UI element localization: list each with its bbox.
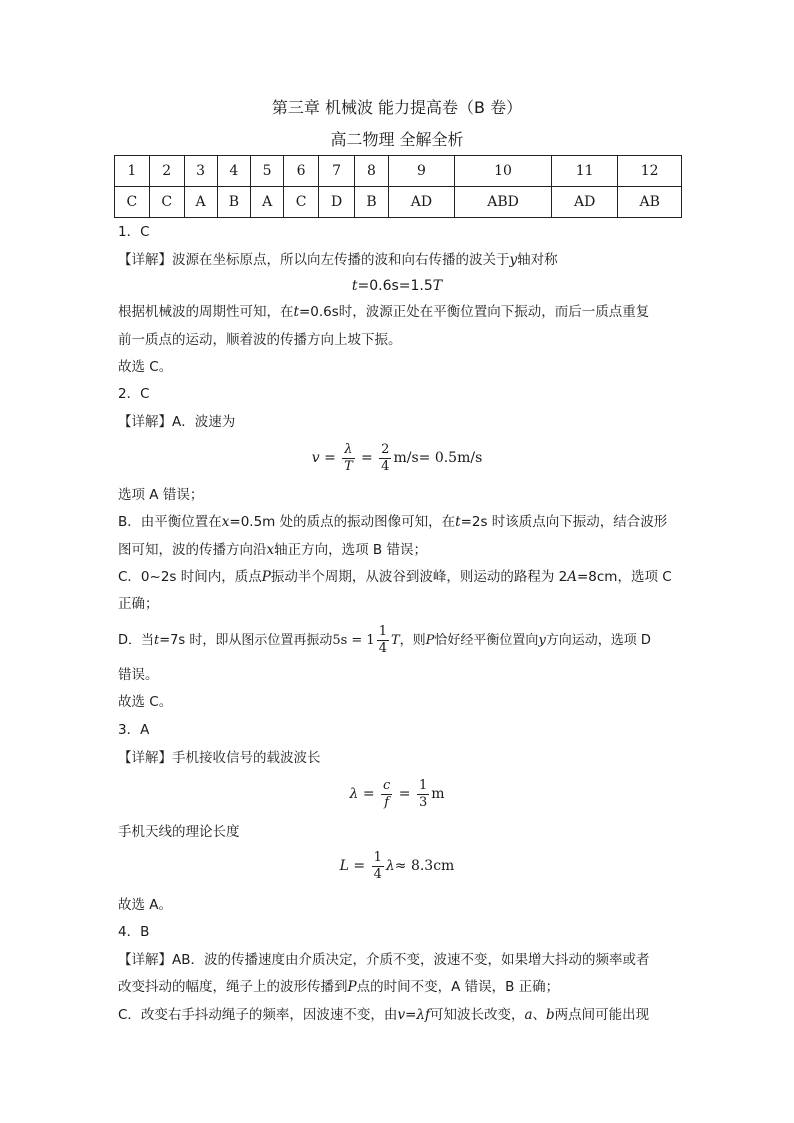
q1-conclusion: 故选 C。 — [118, 359, 173, 375]
q4-heading: 4．B — [118, 924, 150, 940]
q2-option-b-line-1: B．由平衡位置在x=0.5m 处的质点的振动图像可知，在t=2s 时该质点向下振动，结合波形 — [118, 514, 668, 530]
question-number-cell: 6 — [284, 156, 319, 187]
answer-table-answer-row — [115, 187, 682, 218]
answer-cell: AD — [551, 187, 617, 218]
q1-explanation-line-3: 前一质点的运动，顺着波的传播方向上坡下振。 — [118, 332, 402, 348]
fraction: $\frac{2}{4}$ — [381, 441, 390, 474]
q4-explanation-line-2: 改变抖动的幅度，绳子上的波形传播到P点的时间不变，A 错误，B 正确； — [118, 979, 560, 995]
q2-option-d-line-2: 错误。 — [118, 667, 159, 683]
q1-heading: 1．C — [118, 224, 150, 240]
detail-tag: 【详解】 — [118, 252, 172, 268]
q3-conclusion: 故选 A。 — [118, 897, 173, 913]
q2-explanation-line-1: 【详解】A．波速为 — [118, 414, 236, 430]
q3-antenna-length-equation: L = $\frac{1}{4}$ λ≈ 8.3cm — [339, 849, 455, 882]
question-number-cell: 8 — [355, 156, 389, 187]
fraction: $\frac{1}{4}$ — [378, 624, 387, 656]
q4-explanation-line-3: C．改变右手抖动绳子的频率，因波速不变，由v=λf可知波长改变，a、b两点间可能出现 — [118, 1007, 650, 1023]
q1-explanation-line-2: 根据机械波的周期性可知，在t=0.6s时，波源正处在平衡位置向下振动，而后一质点重复 — [118, 304, 650, 320]
answer-cell: ABD — [455, 187, 552, 218]
answer-cell: A — [251, 187, 284, 218]
q2-option-c-line-2: 正确； — [118, 596, 159, 612]
question-number-cell: 5 — [251, 156, 284, 187]
q3-heading: 3．A — [118, 722, 150, 738]
answer-cell: C — [115, 187, 150, 218]
detail-tag: 【详解】 — [118, 952, 172, 968]
answer-table-number-row — [115, 156, 682, 187]
fraction: $\frac{1}{4}$ — [373, 849, 382, 882]
answer-cell: D — [318, 187, 354, 218]
question-number-cell: 12 — [618, 156, 682, 187]
q2-option-a-result: 选项 A 错误； — [118, 487, 204, 503]
detail-tag: 【详解】 — [118, 750, 172, 766]
q2-option-d-line-1: D．当t=7s 时，即从图示位置再振动5s = 1 $\frac{1}{4}$ T，则P恰好经平衡位置向y方向运动，选项 D — [118, 624, 651, 656]
q3-wavelength-equation: λ = $\frac{c}{f}$ = $\frac{1}{3}$ m — [349, 777, 445, 810]
q1-explanation-line-1: 【详解】波源在坐标原点，所以向左传播的波和向右传播的波关于y轴对称 — [118, 252, 558, 268]
question-number-cell: 9 — [388, 156, 454, 187]
q2-heading: 2．C — [118, 386, 150, 402]
q1-equation: t=0.6s=1.5T — [351, 278, 443, 294]
q2-wave-speed-equation: v = $\frac{\lambda}{T}$ = $\frac{2}{4}$ m/s= 0.5m/s — [311, 441, 483, 474]
fraction: $\frac{\lambda}{T}$ — [344, 441, 353, 474]
fraction: $\frac{1}{3}$ — [418, 777, 428, 810]
question-number-cell: 2 — [149, 156, 184, 187]
question-number-cell: 7 — [318, 156, 354, 187]
question-number-cell: 3 — [184, 156, 217, 187]
answer-cell: A — [184, 187, 217, 218]
q2-option-b-line-2: 图可知，波的传播方向沿x轴正方向，选项 B 错误； — [118, 542, 427, 558]
q2-conclusion: 故选 C。 — [118, 694, 173, 710]
question-number-cell: 10 — [455, 156, 552, 187]
question-number-cell: 1 — [115, 156, 150, 187]
document-title: 第三章 机械波 能力提高卷（B 卷） — [271, 98, 523, 117]
fraction: $\frac{c}{f}$ — [383, 777, 391, 810]
answer-cell: B — [355, 187, 389, 218]
q3-explanation-line-1: 【详解】手机接收信号的载波波长 — [118, 750, 321, 766]
detail-tag: 【详解】 — [118, 414, 172, 430]
question-number-cell: 11 — [551, 156, 617, 187]
question-number-cell: 4 — [217, 156, 251, 187]
answer-cell: C — [149, 187, 184, 218]
answer-cell: AD — [388, 187, 454, 218]
answer-cell: C — [284, 187, 319, 218]
answer-cell: B — [217, 187, 251, 218]
q3-explanation-line-2: 手机天线的理论长度 — [118, 824, 240, 840]
q2-option-c-line-1: C．0~2s 时间内，质点P振动半个周期，从波谷到波峰，则运动的路程为 2A=8cm，选项 C — [118, 569, 672, 585]
document-subtitle: 高二物理 全解全析 — [330, 130, 464, 149]
answer-table — [114, 155, 682, 218]
answer-cell: AB — [618, 187, 682, 218]
q4-explanation-line-1: 【详解】AB．波的传播速度由介质决定，介质不变，波速不变，如果增大抖动的频率或者 — [118, 952, 650, 968]
